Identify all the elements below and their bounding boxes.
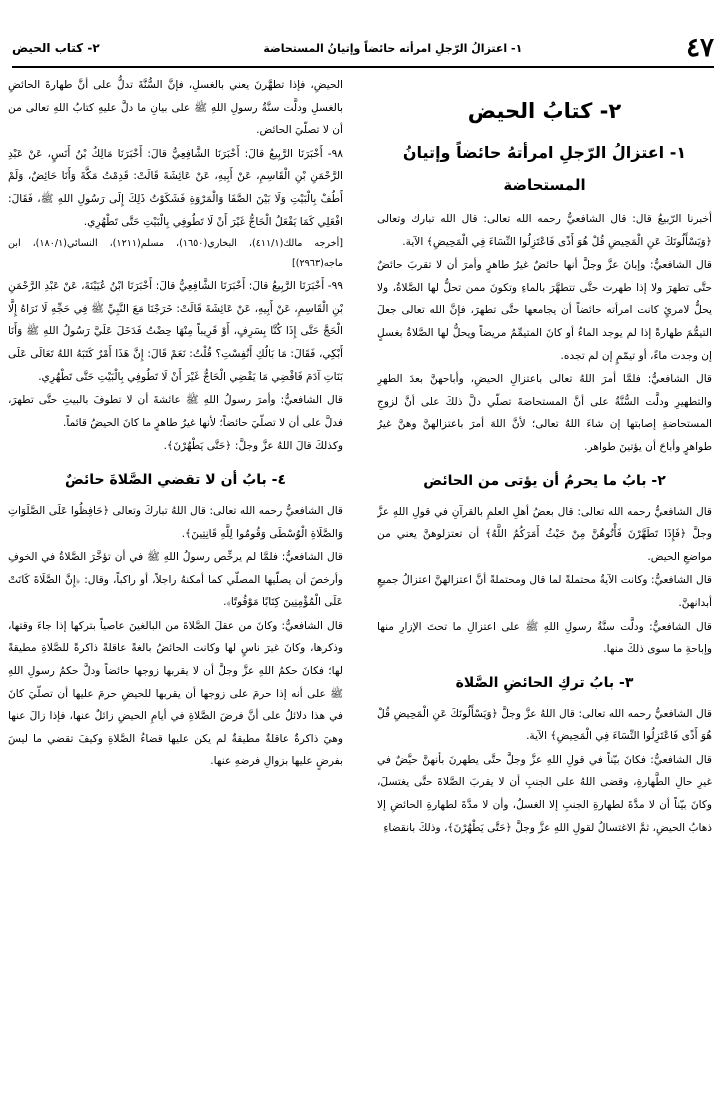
section-heading: ١- اعتزالُ الرّجلِ امرأتهُ حائضاً وإتيانُ	[402, 143, 687, 162]
left-column	[8, 74, 343, 1104]
citation: [أخرجه مالك(٤١١/١)، البخاري(١٦٥٠)، مسلم(١٢١١)، النسائي(١٨٠/١)، ابن ماجه(٢٩٦٣)]	[8, 238, 343, 270]
paragraph: قال الشافعيُّ: فلمَّا أمرَ اللهُ تعالى باعتزالِ الحيضِ، وأباحهنَّ بعدَ الطهرِ والتطهيرِ ودلَّت السُّنَّةُ على أنَّ المستحاضةَ تصلّي دلَّ ذلكَ على أنَّ لزوجِ المستحاضةِ إصابتها إن شاءَ اللهُ تعالى؛ لأنَّ اللهَ أمرَ باعتزالهنَّ وهنَّ غيرُ طواهرٍ وأباحَ أن يؤتينَ طواهر.	[377, 373, 712, 453]
paragraph: الحيضِ، فإذا تطهَّرنَ يعني بالغسلِ، فإنَّ السُّنَّةَ تدلُّ على أنَّ طهارةَ الحائضِ بالغسلِ ودلَّت سنَّةُ رسولِ اللهِ ﷺ على بيانِ ما دلَّ عليهِ كتابُ اللهِ تعالى من أن لا تصلّيَ الحائض.	[8, 79, 343, 137]
paragraph: ٩٩- أَخْبَرَنَا الرَّبِيعُ قالَ: أَخْبَرَنَا الشَّافِعِيُّ قالَ: أَخْبَرَنَا ابْنُ عُيَيْنَةَ، عَنْ عَبْدِ الرَّحْمَنِ بْنِ الْقَاسِمِ، عَنْ أَبِيهِ، عَنْ عَائِشَةَ قَالَتْ: خَرَجْنَا مَعَ النَّبِيِّ ﷺ فِي حَجِّهِ لَا نَرَاهُ إِلَّا الْحَجَّ حَتَّى إِذَا كُنَّا بِسَرِفٍ، أَوْ قَرِيباً مِنْهَا حِضْتُ فَدَخَلَ عَلَيَّ رَسُولُ اللهِ ﷺ وَأَنَا أَبْكِي، فَقَالَ: مَا بَالُكِ أَنُفِسْتِ؟ قُلْتُ: نَعَمْ قَالَ: إِنَّ هَذَا أَمْرٌ كَتَبَهُ اللهُ تَعَالَى عَلَى بَنَاتِ آدَمَ فَاقْضِي مَا يَقْضِي الْحَاجُّ غَيْرَ أَنْ لَا تَطُوفِي بِالْبَيْتِ حَتَّى تَطْهُرِي.	[8, 280, 343, 383]
paragraph: قال الشافعيُّ: وكانت الآيةُ محتملةً لما قال ومحتملةً أنَّ اعتزالهنَّ اعتزالُ جميعِ أبدانهنَّ.	[377, 574, 712, 609]
paragraph: قال الشافعيُّ: وأمرَ رسولُ اللهِ ﷺ عائشةَ أن لا تطوفَ بالبيتِ حتَّى تطهرَ، فدلَّ على أن لا تصلّيَ حائضاً؛ لأنها غيرُ طاهرٍ ما كانَ الحيضُ قائماً.	[8, 394, 343, 429]
right-column	[377, 74, 712, 1104]
paragraph: قال الشافعيُّ: وكانَ من عقلَ الصَّلاةَ من البالغينَ عاصياً بتركها إذا جاءَ وقتها، وذكرها، وكانَ غيرَ ناسٍ لها وكانت الحائضُ بالغةً عاقلةً ذاكرةً للصَّلاةِ مطيقةً لها؛ فكانَ حكمُ اللهِ عزَّ وجلَّ أن لا يقربها زوجها حائضاً ودلَّ حكمُ رسولِ اللهِ ﷺ على أنه إذا حرمَ على زوجها أن يقربها للحيضِ حرمَ عليها أن تصلّيَ كانَ في هذا دلائلُ على أنَّ فرضَ الصَّلاةِ في أيامِ الحيضِ زائلٌ عنها، فإذا زالَ عنها وهيَ ذاكرةٌ عاقلةٌ مطيقةٌ لم يكن عليها قضاءُ الصَّلاةِ وكيفَ تقضي ما ليسَ بفرضٍ عليها بزوالِ فرضهِ عنها.	[8, 619, 343, 768]
paragraph: قال الشافعيُّ: وإبانَ عزَّ وجلَّ أنها حائضٌ غيرُ طاهرٍ وأمرَ أن لا تقربَ حائضٌ حتَّى تطهرَ ولا إذا طهرت حتَّى تتطهَّرَ بالماءِ وتكونَ ممن تحلُّ لها الصَّلاةُ، ولا يحلُّ لامرئٍ كانت امرأته حائضاً أن يجامعها حتَّى تطهرَ، فإنَّ الله تعالى جعلَ التيمُّمَ طهارةً إذا لم يوجد الماءُ أو كانَ المتيمِّمُ مريضاً ويحلُّ لها الصَّلاةُ بغسلٍ إن وجدت ماءً، أو تيمّمٍ إن لم تجده.	[377, 259, 712, 362]
paragraph: أخبرنا الرّبيعُ قال: قال الشافعيُّ رحمه الله تعالى: قال الله تبارك وتعالى ﴿وَيَسْأَلُونَكَ عَنِ الْمَحِيضِ قُلْ هُوَ أَذًى فَاعْتَزِلُوا النِّسَاءَ فِي الْمَحِيضِ﴾ الآية.	[377, 213, 712, 248]
page-number: ٤٧	[686, 33, 714, 63]
paragraph: قال الشافعيُّ: فلمَّا لم يرخِّص رسولُ اللهِ ﷺ في أن تؤخَّرَ الصَّلاةُ في الخوفِ وأرخصَ أن يصلّيها المصلّي كما أمكنهُ راجلاً، أو راكباً، وقال: ﴿إِنَّ الصَّلَاةَ كَانَتْ عَلَى الْمُؤْمِنِينَ كِتَابًا مَوْقُوتًا﴾.	[8, 551, 343, 609]
section-heading: ٤- بابُ أن لا تقضي الصَّلاةَ حائضٌ	[64, 471, 287, 488]
paragraph: قال الشافعيُّ رحمه الله تعالى: قال بعضُ أهلِ العلمِ بالقرآنِ في قولِ اللهِ عزَّ وجلَّ ﴿فَإِذَا تَطَهَّرْنَ فَأْتُوهُنَّ مِنْ حَيْثُ أَمَرَكُمُ اللَّهُ﴾ أن تعتزلوهنَّ يعني من مواضعِ الحيض.	[377, 505, 712, 563]
section-heading: ٢- بابُ ما يحرمُ أن يؤتى من الحائض	[423, 472, 666, 489]
paragraph: قال الشافعيُّ رحمه الله تعالى: قال اللهُ عزَّ وجلَّ ﴿وَيَسْأَلُونَكَ عَنِ الْمَحِيضِ قُلْ هُوَ أَذًى فَاعْتَزِلُوا النِّسَاءَ فِي الْمَحِيضِ﴾ الآية.	[377, 707, 712, 743]
section-heading: ٣- بابُ تركِ الحائضِ الصَّلاة	[455, 674, 634, 691]
running-head: ١- اعتزالُ الرّجلِ امرأته حائضاً وإتيانُ المستحاضة	[263, 41, 523, 55]
paragraph: وكذلكَ قالَ اللهُ عزَّ وجلَّ: ﴿حَتَّى يَطْهُرْنَ﴾.	[163, 440, 343, 453]
section-heading: المستحاضة	[503, 176, 586, 194]
paragraph: قال الشافعيُّ: فكانَ بيّناً في قولِ اللهِ عزَّ وجلَّ حتَّى يطهرنَ بأنهنَّ حيَّضٌ في غيرِ حالِ الطَّهارةِ، وقضى اللهُ على الجنبِ أن لا يقربَ الصَّلاةَ حتَّى يغتسلَ، وكانَ بيّناً أن لا مدَّةَ لطهارةِ الجنبِ إلا الغسلُ، وأن لا مدَّةَ لطهارةِ الحائضِ إلا ذهابُ الحيضِ، ثمَّ الاغتسالُ لقولِ اللهِ عزَّ وجلَّ ﴿حَتَّى يَطْهُرْنَ﴾، وذلكَ بانقضاءِ	[377, 753, 712, 834]
paragraph: ٩٨- أَخْبَرَنَا الرَّبِيعُ قالَ: أَخْبَرَنَا الشَّافِعِيُّ قالَ: أَخْبَرَنَا مَالِكُ بْنُ أَنَسٍ، عَنْ عَبْدِ الرَّحْمَنِ بْنِ الْقَاسِمِ، عَنْ أَبِيهِ، عَنْ عَائِشَةَ قَالَتْ: قَدِمْتُ مَكَّةَ وَأَنَا حَائِضٌ، وَلَمْ أَطُفْ بِالْبَيْتِ وَلَا بَيْنَ الصَّفَا وَالْمَرْوَةِ فَشَكَوْتُ ذَلِكَ إِلَى رَسُولِ اللهِ ﷺ، فَقَالَ: افْعَلِي كَمَا يَفْعَلُ الْحَاجُّ غَيْرَ أَنْ لَا تَطُوفِي بِالْبَيْتِ حَتَّى تَطْهُرِي.	[8, 147, 343, 228]
paragraph: قال الشافعيُّ: ودلَّت سنَّةُ رسولِ اللهِ ﷺ على اعتزالِ ما تحتَ الإزارِ منها وإباحةِ ما سوى ذلكَ منها.	[377, 620, 712, 656]
running-book-title: ٢- كتاب الحيض	[12, 41, 100, 55]
page-header	[12, 30, 714, 68]
paragraph: قال الشافعيُّ رحمه الله تعالى: قال اللهُ تباركَ وتعالى ﴿حَافِظُوا عَلَى الصَّلَوَاتِ وَالصَّلَاةِ الْوُسْطَى وَقُومُوا لِلَّهِ قَانِتِينَ﴾.	[8, 504, 343, 540]
section-heading: ٢- كتابُ الحيض	[467, 99, 622, 123]
